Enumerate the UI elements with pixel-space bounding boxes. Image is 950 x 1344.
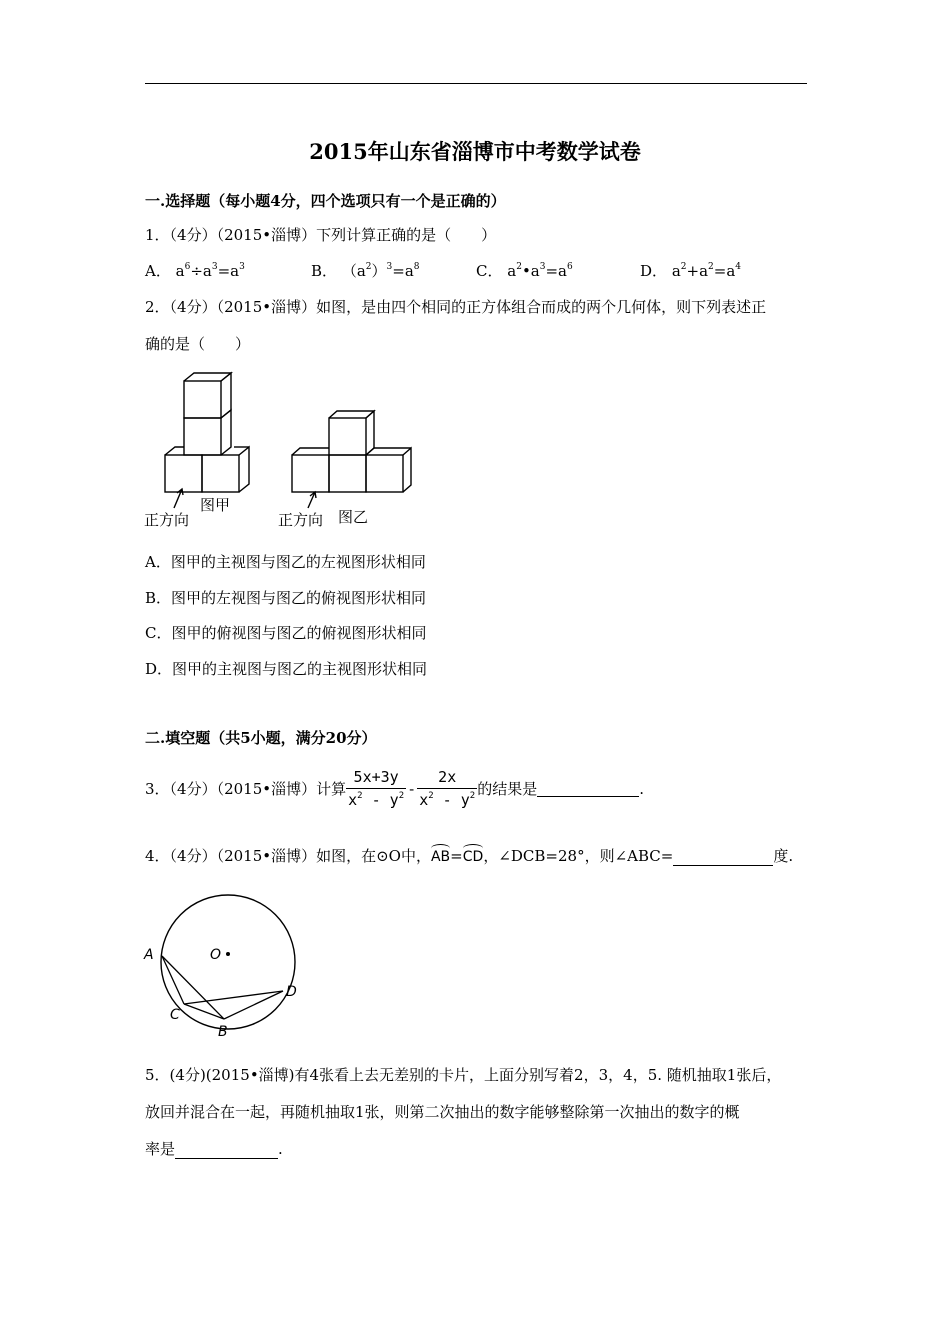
q1-option-d: D． $a^2+a^2=a^4$ [640,262,741,280]
q4-stem: 4．（4分）（2015•淄博）如图，在⊙O中，AB=CD，∠DCB=28°，则∠ABC= 度. [145,847,794,865]
q5-line2: 放回并混合在一起，再随机抽取1张，则第二次抽出的数字能够整除第一次抽出的数字的概 [145,1103,740,1121]
point-a-label: A [144,947,154,963]
q2-option-d: D．图甲的主视图与图乙的主视图形状相同 [145,660,428,678]
point-d-label: D [286,984,297,1000]
q4-answer-blank [673,849,773,866]
figure-jia [165,373,249,508]
q1-stem: 1．（4分）（2015•淄博）下列计算正确的是（ ） [145,226,497,244]
label-jia: 图甲 [200,496,231,514]
q2-option-a: A．图甲的主视图与图乙的左视图形状相同 [145,553,426,571]
q4-circle-figure [138,884,313,1046]
figure-yi [292,411,411,508]
arc-ab: AB [431,845,450,865]
q3: 3．（4分）（2015•淄博）计算 $\frac{5x+3y}{x^2 - y^2}$ - $\frac{2x}{x^2 - y^2}$ 的结果是 . [145,768,644,809]
header-rule [145,83,807,84]
q5-line1: 5．(4分)(2015•淄博)有4张看上去无差别的卡片，上面分别写着2，3，4，5. 随机抽取1张后， [145,1066,782,1084]
q2-stem-line2: 确的是（ ） [145,335,251,353]
center-o-label: O [210,947,222,963]
arc-cd: CD [463,845,484,865]
section1-heading: 一.选择题（每小题4分，四个选项只有一个是正确的） [145,192,506,210]
exam-title: 2015年山东省淄博市中考数学试卷 [309,139,641,164]
point-b-label: B [218,1024,228,1040]
section2-heading: 二.填空题（共5小题，满分20分） [145,729,377,747]
q3-answer-blank [537,780,639,797]
point-c-label: C [170,1007,180,1023]
label-direction-yi: 正方向 [278,511,324,529]
label-direction-jia: 正方向 [144,511,190,529]
q2-cube-figures [140,370,430,535]
q3-fraction-1: $\frac{5x+3y}{x^2 - y^2}$ [348,768,405,809]
q1-option-b: B． $(a^2)^3=a^8$ [311,262,420,280]
q5-answer-blank [175,1142,278,1159]
q5-line3: 率是 . [145,1140,283,1158]
q1-option-c: C． $a^2•a^3=a^6$ [476,262,573,280]
q2-stem-line1: 2．（4分）（2015•淄博）如图，是由四个相同的正方体组合而成的两个几何体，则下列表述正 [145,298,767,316]
q1-option-a: A． $a^6\div a^3=a^3$ [145,262,245,280]
q3-fraction-2: $\frac{2x}{x^2 - y^2}$ [419,768,476,809]
label-yi: 图乙 [338,508,369,526]
q2-option-c: C．图甲的俯视图与图乙的俯视图形状相同 [145,624,427,642]
q2-option-b: B．图甲的左视图与图乙的俯视图形状相同 [145,589,427,607]
